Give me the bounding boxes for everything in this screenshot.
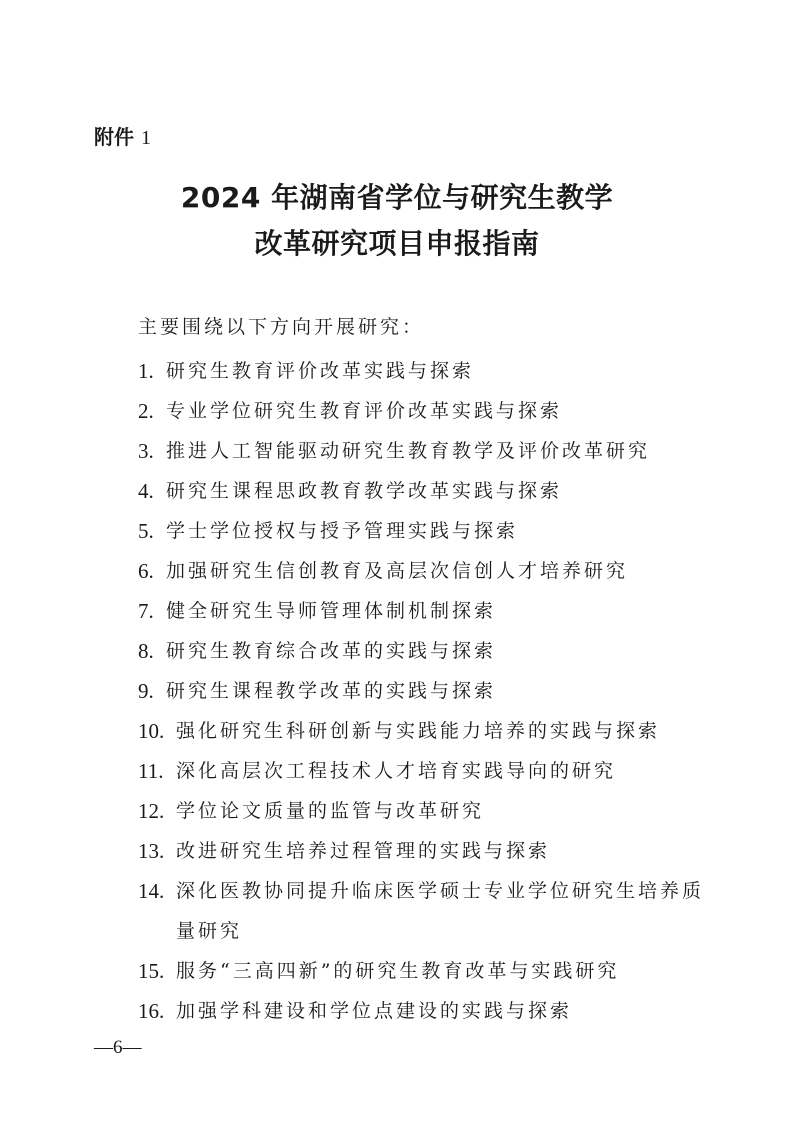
intro-text: 主要围绕以下方向开展研究： <box>138 316 425 338</box>
item-number: 8. <box>138 639 154 663</box>
item-number: 3. <box>138 439 154 463</box>
list-item <box>138 831 718 871</box>
list-item <box>138 991 718 1031</box>
item-text: 强化研究生科研创新与实践能力培养的实践与探索 <box>176 720 661 742</box>
item-text: 研究生教育综合改革的实践与探索 <box>166 640 497 662</box>
list-item <box>138 671 718 711</box>
item-number: 15. <box>138 959 165 983</box>
item-number: 13. <box>138 839 165 863</box>
list-item <box>138 471 718 511</box>
item-text: 专业学位研究生教育评价改革实践与探索 <box>166 400 563 422</box>
list-item <box>138 391 718 431</box>
item-text: 加强学科建设和学位点建设的实践与探索 <box>176 1000 573 1022</box>
item-number: 10. <box>138 719 165 743</box>
research-directions-list <box>138 351 718 1031</box>
item-text: 加强研究生信创教育及高层次信创人才培养研究 <box>166 560 629 582</box>
item-text: 改进研究生培养过程管理的实践与探索 <box>176 840 551 862</box>
page-number: —6— <box>94 1037 142 1058</box>
list-item <box>138 591 718 631</box>
list-item <box>138 551 718 591</box>
item-number: 2. <box>138 399 154 423</box>
item-text: 研究生课程教学改革的实践与探索 <box>166 680 497 702</box>
list-item <box>138 871 718 951</box>
item-text: 深化高层次工程技术人才培育实践导向的研究 <box>176 760 617 782</box>
item-number: 4. <box>138 479 154 503</box>
list-item <box>138 511 718 551</box>
item-text: 健全研究生导师管理体制机制探索 <box>166 600 497 622</box>
attachment-number: 1 <box>140 127 151 149</box>
item-number: 6. <box>138 559 154 583</box>
item-text: 研究生课程思政教育教学改革实践与探索 <box>166 480 563 502</box>
item-number: 11. <box>138 759 164 783</box>
item-number: 14. <box>138 879 165 903</box>
item-text: 服务“三高四新”的研究生教育改革与实践研究 <box>176 960 620 982</box>
item-number: 1. <box>138 359 154 383</box>
item-text: 研究生教育评价改革实践与探索 <box>166 360 475 382</box>
list-item <box>138 951 718 991</box>
item-number: 5. <box>138 519 154 543</box>
item-text: 学士学位授权与授予管理实践与探索 <box>166 520 519 542</box>
list-item <box>138 631 718 671</box>
document-title-line-2: 改革研究项目申报指南 <box>254 227 540 260</box>
item-number: 9. <box>138 679 154 703</box>
item-number: 16. <box>138 999 165 1023</box>
list-item <box>138 711 718 751</box>
attachment-text: 附件 <box>94 125 134 149</box>
attachment-label <box>94 124 151 151</box>
item-text: 推进人工智能驱动研究生教育教学及评价改革研究 <box>166 440 651 462</box>
list-item <box>138 431 718 471</box>
item-text: 学位论文质量的监管与改革研究 <box>176 800 485 822</box>
item-number: 12. <box>138 799 165 823</box>
list-item <box>138 791 718 831</box>
item-text: 深化医教协同提升临床医学硕士专业学位研究生培养质量研究 <box>176 880 705 942</box>
item-number: 7. <box>138 599 154 623</box>
list-item <box>138 751 718 791</box>
document-title-line-1: 2024 年湖南省学位与研究生教学 <box>180 181 614 214</box>
list-item <box>138 351 718 391</box>
